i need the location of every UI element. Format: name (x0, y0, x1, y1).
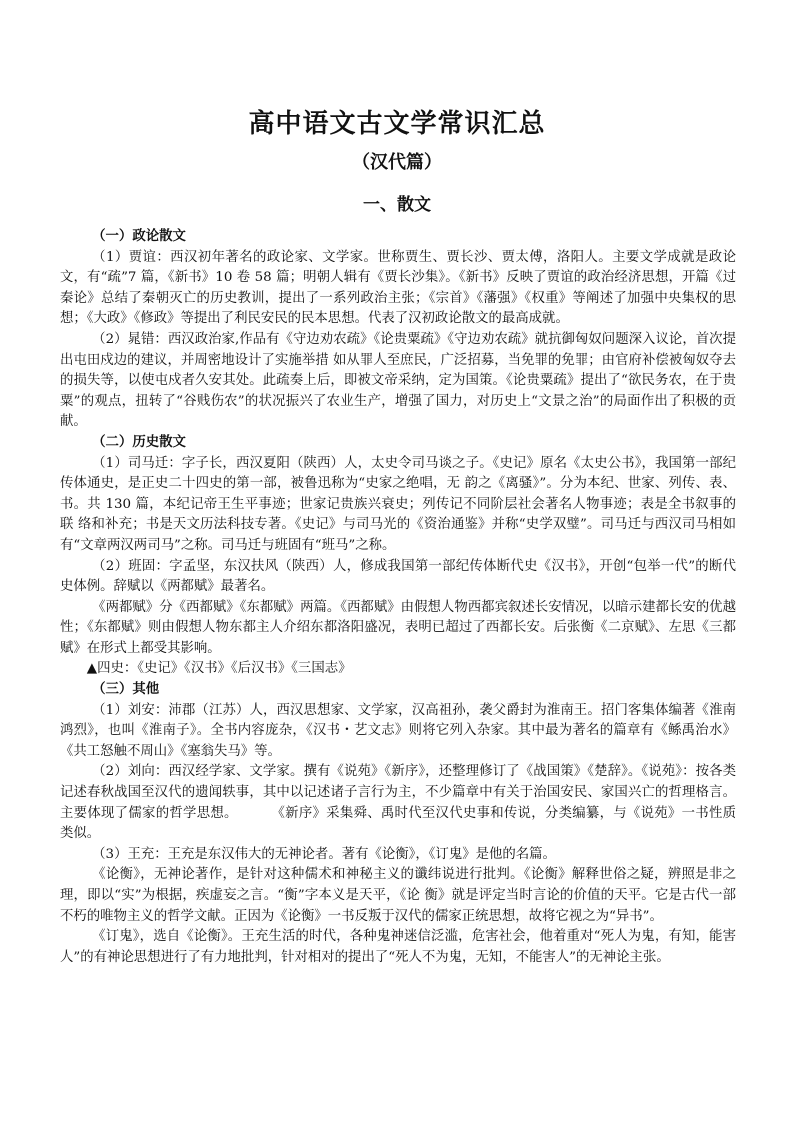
paragraph-lun-heng: 《论衡》，无神论著作，是针对这种儒术和神秘主义的谶纬说进行批判。《论衡》解释世俗之疑，辨照是非之理，即以“实”为根据，疾虚妄之言。“衡”字本义是天平，《论 衡》就是评定当时言论的价值的天平。它是古代一部不朽的唯物主义的哲学文献。正因为《论衡》一书反叛于汉代的儒家正统思想，故将它视之为“异书”。 (60, 867, 736, 924)
paragraph-liu-xiang-shuoyuan: （2）刘向：西汉经学家、文学家。撰有《说苑》《新序》，还整理修订了《战国策》《楚辞》。《说苑》：按各类记述春秋战国至汉代的遗闻轶事，其中以记述诸子言行为主，不少篇章中有关于治国安民、家国兴亡的哲理格言。主要体现了儒家的哲学思想。 (60, 764, 736, 821)
paragraph-ding-gui: 《订鬼》，选自《论衡》。王充生活的时代，各种鬼神迷信泛滥，危害社会，他着重对“死人为鬼，有知，能害人”的有神论思想进行了有力地批判，针对相对的提出了“死人不为鬼，无知，不能害人”的无神论主张。 (60, 929, 736, 965)
paragraph-ban-gu: （2）班固：字孟坚，东汉扶风（陕西）人，修成我国第一部纪传体断代史《汉书》，开创“包举一代”的断代史体例。辞赋以《两都赋》最著名。 (60, 558, 736, 595)
paragraph-liu-xiang (60, 762, 736, 844)
document-subtitle: （汉代篇） (352, 152, 442, 173)
paragraph-liu-xiang-xinxu: 《新序》采集舜、禹时代至汉代史事和传说，分类编纂，与《说苑》一书性质类似。 (60, 805, 737, 842)
section-heading: 一、散文 (363, 195, 431, 215)
paragraph-jia-yi: （1）贾谊：西汉初年著名的政论家、文学家。世称贾生、贾长沙、贾太傅，洛阳人。主要文学成就是政论文，有“疏”7 篇，《新书》10 卷 58 篇；明朝人辑有《贾长沙集》。《新书》反映了贾谊的政治经济思想，开篇《过秦论》总结了秦朝灭亡的历史教训，提出了一系列政治主张；《宗首》《藩强》《权重》等阐述了加强中央集权的思想；《大政》《修政》等提出了利民安民的民本思想。代表了汉初政论散文的最高成就。 (60, 249, 736, 327)
paragraph-sima-qian: （1）司马迁：字子长，西汉夏阳（陕西）人，太史令司马谈之子。《史记》原名《太史公书》，我国第一部纪传体通史，是正史二十四史的第一部，被鲁迅称为“史家之绝唱，无 韵之《离骚》”。分为本纪、世家、列传、表、书。共 130 篇，本纪记帝王生平事迹；世家记贵族兴衰史；列传记不同阶层社会著名人物事迹；表是全书叙事的联 络和补充；书是天文历法科技专著。《史记》与司马光的《资治通鉴》并称“史学双璧”。司马迁与西汉司马相如有“文章两汉两司马”之称。司马迁与班固有“班马”之称。 (60, 455, 736, 553)
paragraph-liu-an: （1）刘安：沛郡（江苏）人，西汉思想家、文学家，汉高祖孙，袭父爵封为淮南王。招门客集体编著《淮南鸿烈》，也叫《淮南子》。全书内容庞杂，《汉书・艺文志》则将它列入杂家。其中最为著名的篇章有《鲧禹治水》《共工怒触不周山》《塞翁失马》等。 (60, 702, 736, 759)
paragraph-wang-chong: （3）王充：王充是东汉伟大的无神论者。著有《论衡》，《订鬼》是他的名篇。 (92, 846, 556, 862)
paragraph-four-histories: ▲四史：《史记》《汉书》《后汉书》《三国志》 (86, 661, 352, 677)
subsection-heading-political-prose: （一）政论散文 (92, 229, 186, 244)
document-title: 高中语文古文学常识汇总 (248, 109, 546, 139)
paragraph-chao-cuo: （2）晁错：西汉政治家,作品有《守边劝农疏》《论贵粟疏》《守边劝农疏》就抗御匈奴问题深入议论，首次提出屯田戍边的建议，并周密地设计了实施举措 如从罪人至庶民，广泛招募，当免罪的免罪；由官府补偿被匈奴夺去的损失等，以使屯戍者久安其处。此疏奏上后，即被文帝采纳，定为国策。《论贵粟疏》提出了“欲民务农，在于贵粟”的观点，扭转了“谷贱伤农”的状况振兴了农业生产，增强了国力，对历史上“文景之治”的局面作出了积极的贡献。 (60, 331, 736, 430)
document-body (60, 227, 736, 968)
subsection-heading-historical-prose: （二）历史散文 (92, 434, 186, 450)
paragraph-liang-du-fu: 《两都赋》分《西都赋》《东都赋》两篇。《西都赋》由假想人物西都宾叙述长安情况，以暗示建都长安的优越性；《东都赋》则由假想人物东都主人介绍东都洛阳盛况，表明已超过了西都长安。后张衡《二京赋》、左思《三都赋》在形式上都受其影响。 (60, 599, 736, 656)
subsection-heading-others: （三）其他 (92, 682, 160, 698)
